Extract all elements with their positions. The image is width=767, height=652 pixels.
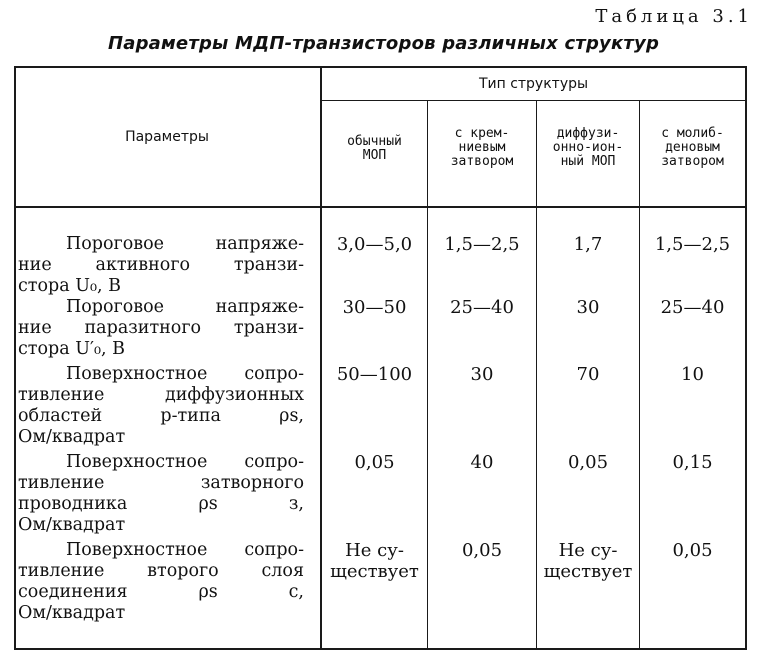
row-3-value-standard-mos: 50—100: [336, 364, 413, 385]
row-5-line-1: Поверхностное сопро-: [66, 540, 304, 560]
row-1-line-2: ние активного транзи-: [18, 255, 304, 275]
row-5-value-standard-mos: Не су- ществует: [330, 540, 419, 582]
row-5-line-2: тивление второго слоя: [18, 561, 304, 581]
row-3-line-1: Поверхностное сопро-: [66, 364, 304, 384]
row-2-value-diffusion-ion: 30: [576, 297, 600, 318]
row-3-value-diffusion-ion: 70: [576, 364, 600, 385]
row-3-line-2: тивление диффузионных: [18, 385, 304, 405]
row-3-parameter: [18, 364, 304, 448]
row-1-value-diffusion-ion: 1,7: [573, 234, 603, 255]
table-number: Таблица 3.1: [595, 6, 753, 27]
header-structure-type: Тип структуры: [478, 76, 589, 92]
row-1-line-1: Пороговое напряже-: [66, 234, 304, 254]
row-4-value-molybdenum-gate: 0,15: [672, 452, 713, 473]
table-top-rule: [14, 66, 747, 68]
header-col-molybdenum-gate: с молиб- деновым затвором: [661, 126, 724, 169]
row-2-line-1: Пороговое напряже-: [66, 297, 304, 317]
row-4-line-2: тивление затворного: [18, 473, 304, 493]
header-col-standard-mos: обычный МОП: [347, 134, 402, 163]
parameters-table: [14, 66, 747, 650]
header-col-silicon-gate: с крем- ниевым затвором: [450, 126, 514, 169]
table-right-rule: [745, 66, 747, 650]
table-bottom-rule: [14, 648, 747, 650]
row-5-line-3: соединения ρs с,: [18, 582, 304, 602]
header-parameters: Параметры: [125, 129, 209, 145]
row-1-value-standard-mos: 3,0—5,0: [336, 234, 413, 255]
row-3-value-molybdenum-gate: 10: [681, 364, 704, 385]
row-3-line-3: областей p-типа ρs,: [18, 406, 304, 426]
header-col-diffusion-ion: диффузи- онно-ион- ный МОП: [552, 126, 624, 169]
row-3-value-silicon-gate: 30: [470, 364, 494, 385]
header-bottom-rule: [14, 206, 747, 208]
row-3-line-4: Ом/квадрат: [18, 427, 126, 447]
row-4-value-silicon-gate: 40: [470, 452, 494, 473]
row-5-line-4: Ом/квадрат: [18, 603, 126, 623]
row-1-line-3: стора U₀, В: [18, 276, 121, 296]
row-4-value-standard-mos: 0,05: [354, 452, 395, 473]
group-header-rule: [320, 100, 747, 101]
row-5-value-diffusion-ion: Не су- ществует: [543, 540, 633, 582]
row-4-line-1: Поверхностное сопро-: [66, 452, 304, 472]
row-4-value-diffusion-ion: 0,05: [567, 452, 609, 473]
row-5-parameter: [18, 540, 304, 624]
table-title: Параметры МДП-транзисторов различных структур: [107, 33, 660, 54]
row-2-line-3: стора U′₀, В: [18, 339, 125, 359]
row-2-value-silicon-gate: 25—40: [450, 297, 514, 318]
row-4-parameter: [18, 452, 304, 536]
row-4-line-4: Ом/квадрат: [18, 515, 126, 535]
row-2-line-2: ние паразитного транзи-: [18, 318, 304, 338]
row-4-line-3: проводника ρs з,: [18, 494, 304, 514]
row-1-value-molybdenum-gate: 1,5—2,5: [654, 234, 731, 255]
row-2-value-standard-mos: 30—50: [342, 297, 407, 318]
row-1-value-silicon-gate: 1,5—2,5: [444, 234, 520, 255]
row-2-value-molybdenum-gate: 25—40: [660, 297, 725, 318]
row-1-parameter: [18, 234, 304, 297]
row-5-value-silicon-gate: 0,05: [461, 540, 503, 561]
row-5-value-molybdenum-gate: 0,05: [672, 540, 713, 561]
table-left-rule: [14, 66, 16, 650]
row-2-parameter: [18, 297, 304, 360]
